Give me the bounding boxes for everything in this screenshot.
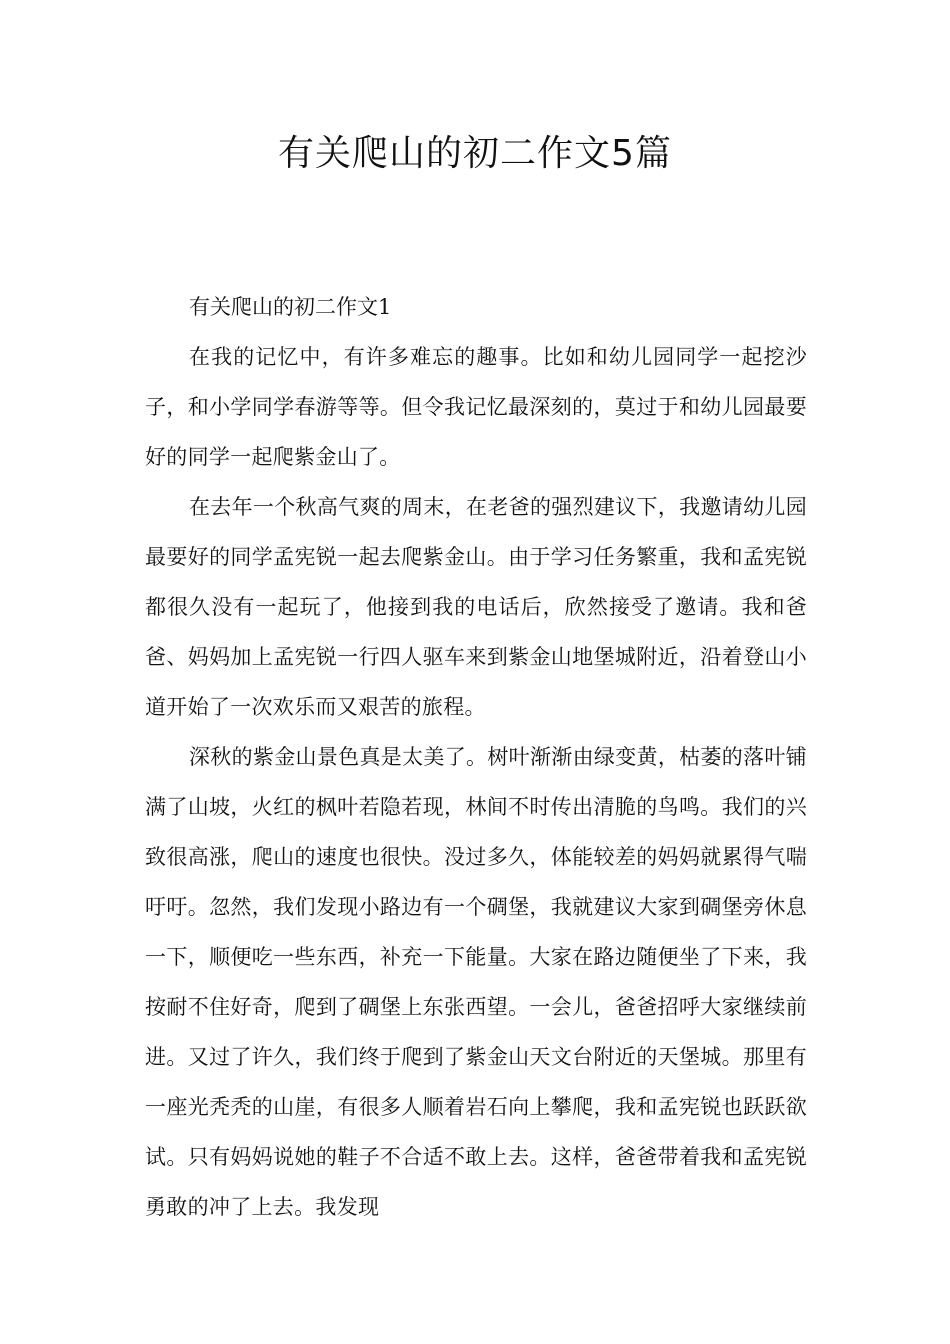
paragraph-1: 在我的记忆中，有许多难忘的趣事。比如和幼儿园同学一起挖沙子，和小学同学春游等等。但令我记忆最深刻的，莫过于和幼儿园最要好的同学一起爬紫金山了。 [145, 345, 807, 469]
document-title: 有关爬山的初二作文5篇 [278, 133, 672, 174]
document-body [145, 282, 807, 1232]
paragraph-3: 深秋的紫金山景色真是太美了。树叶渐渐由绿变黄，枯萎的落叶铺满了山坡，火红的枫叶若隐若现，林间不时传出清脆的鸟鸣。我们的兴致很高涨，爬山的速度也很快。没过多久，体能较差的妈妈就累得气喘吁吁。忽然，我们发现小路边有一个碉堡，我就建议大家到碉堡旁休息一下，顺便吃一些东西，补充一下能量。大家在路边随便坐了下来，我按耐不住好奇，爬到了碉堡上东张西望。一会儿，爸爸招呼大家继续前进。又过了许久，我们终于爬到了紫金山天文台附近的天堡城。那里有一座光秃秃的山崖，有很多人顺着岩石向上攀爬，我和孟宪锐也跃跃欲试。只有妈妈说她的鞋子不合适不敢上去。这样，爸爸带着我和孟宪锐勇敢的冲了上去。我发现 [145, 745, 807, 1219]
paragraph-2: 在去年一个秋高气爽的周末，在老爸的强烈建议下，我邀请幼儿园最要好的同学孟宪锐一起去爬紫金山。由于学习任务繁重，我和孟宪锐都很久没有一起玩了，他接到我的电话后，欣然接受了邀请。我和爸爸、妈妈加上孟宪锐一行四人驱车来到紫金山地堡城附近，沿着登山小道开始了一次欢乐而又艰苦的旅程。 [145, 495, 807, 719]
essay-subtitle: 有关爬山的初二作文1 [189, 295, 392, 319]
